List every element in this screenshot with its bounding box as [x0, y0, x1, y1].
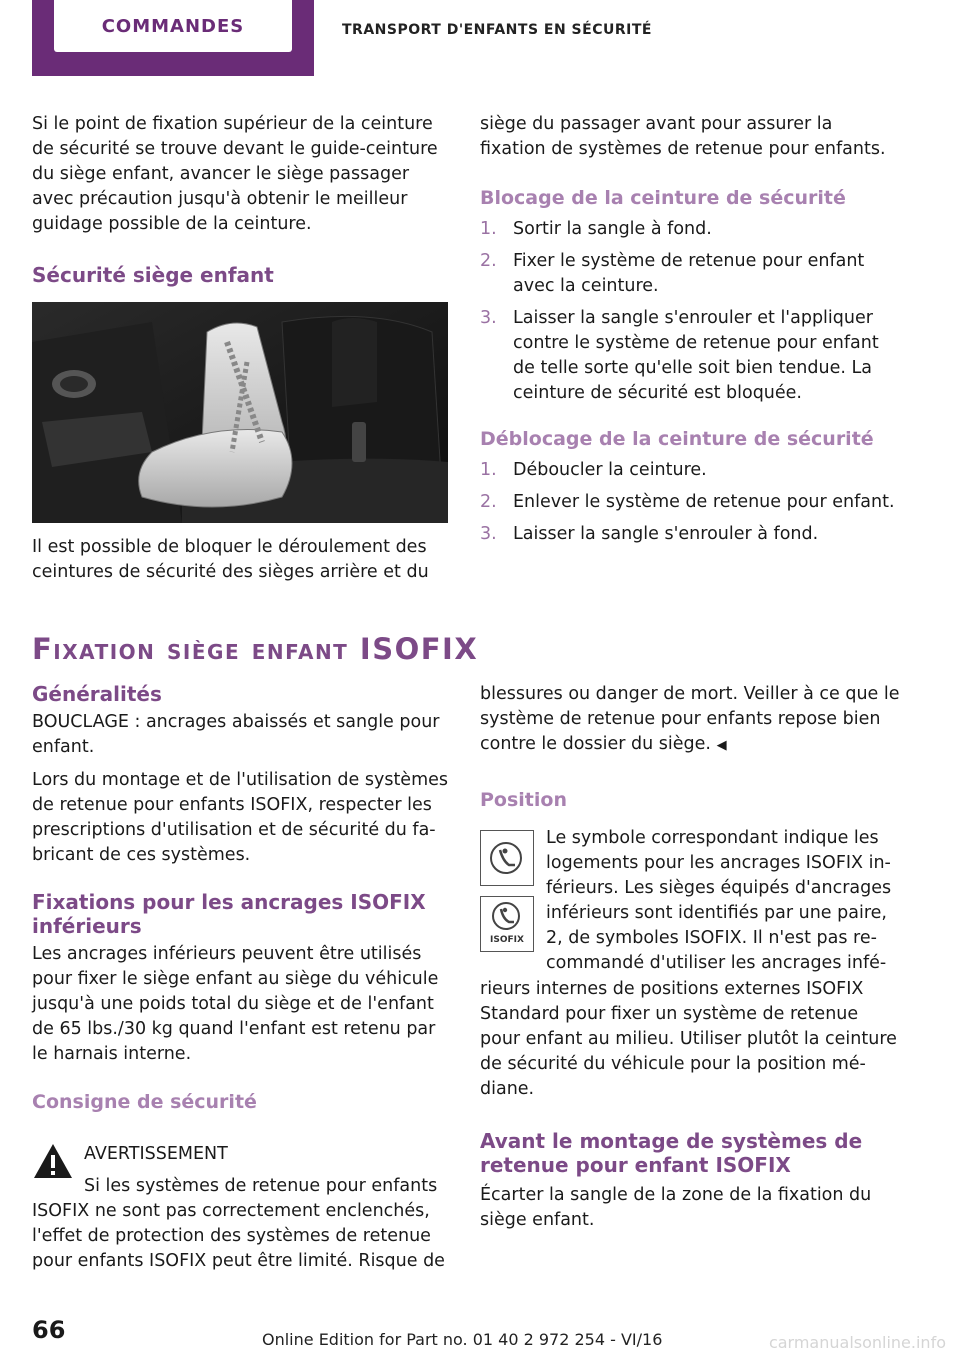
- end-of-warning-marker: ◀: [716, 738, 727, 753]
- child-seat-safety-heading: Sécurité siège enfant: [32, 263, 274, 287]
- belt-lock-intro: Il est possible de bloquer le déroulement des ceintures de sécurité des sièges arrière et du: [32, 537, 429, 582]
- list-item: [480, 458, 900, 483]
- isofix-right-column: [480, 682, 900, 811]
- general-paragraph-1: BOUCLAGE : ancrages abaissés et sangle pour enfant.: [32, 712, 440, 757]
- position-text-full: [480, 977, 900, 1233]
- position-paragraph-2: rieurs internes de positions externes ISOFIX Standard pour fixer un système de retenue pour enfant au milieu. Utiliser plutôt la ceinture de sécurité du véhicule pour la position mé-diane.: [480, 979, 897, 1099]
- active-chapter-label: COMMANDES: [54, 0, 292, 52]
- belt-lock-steps: [480, 217, 900, 406]
- left-photo-text: [32, 535, 450, 585]
- step-number: 1.: [480, 460, 497, 480]
- isofix-section-title: Fixation siège enfant ISOFIX: [32, 632, 479, 666]
- step-number: 3.: [480, 308, 497, 328]
- step-text: Fixer le système de retenue pour enfant avec la ceinture.: [513, 251, 865, 296]
- list-item: [480, 490, 900, 515]
- isofix-left-column: [32, 682, 450, 1113]
- site-watermark[interactable]: carmanualsonline.info: [768, 1333, 946, 1352]
- list-item: [480, 306, 900, 406]
- warning-label: AVERTISSEMENT: [84, 1144, 228, 1164]
- warning-cont-text: blessures ou danger de mort. Veiller à ce que le système de retenue pour enfants repose bien contre le dossier du siège.: [480, 684, 900, 754]
- warning-body: [32, 1199, 450, 1274]
- step-number: 3.: [480, 524, 497, 544]
- isofix-symbol-icon: [480, 896, 534, 952]
- step-text: Laisser la sangle s'enrouler et l'appliquer contre le système de retenue pour enfant de telle sorte qu'elle soit bien tendue. La ceinture de sécurité est bloquée.: [513, 308, 879, 403]
- step-text: Laisser la sangle s'enrouler à fond.: [513, 524, 819, 544]
- general-paragraph-2: Lors du montage et de l'utilisation de systèmes de retenue pour enfants ISOFIX, respecter les prescriptions d'utilisation et de sécurité du fa-bricant de ces systèmes.: [32, 770, 449, 865]
- list-item: [480, 217, 900, 242]
- child-seat-photo: [32, 302, 448, 523]
- belt-lock-intro-cont: siège du passager avant pour assurer la fixation de systèmes de retenue pour enfants.: [480, 114, 886, 159]
- position-paragraph-1: Le symbole correspondant indique les logements pour les ancrages ISOFIX in-férieurs. Les sièges équipés d'ancrages inférieurs sont identifiés par une paire, 2, de symboles ISOFIX. Il n'est pas re-commandé d'utiliser les ancrages infé-: [546, 828, 892, 973]
- position-text-wrapped: [546, 826, 900, 976]
- belt-unlock-heading: Déblocage de la ceinture de sécurité: [480, 428, 874, 450]
- warning-text-first-line: Si les systèmes de retenue pour enfants: [84, 1176, 438, 1196]
- isofix-symbol-label: ISOFIX: [490, 935, 524, 945]
- child-seat-symbol-icon: [480, 830, 534, 886]
- step-number: 2.: [480, 492, 497, 512]
- child-seat-illustration: [32, 302, 448, 523]
- belt-unlock-steps: [480, 458, 900, 547]
- warning-header: [84, 1142, 450, 1199]
- step-number: 2.: [480, 251, 497, 271]
- step-text: Enlever le système de retenue pour enfant.: [513, 492, 895, 512]
- lower-anchors-heading: Fixations pour les ancrages ISOFIX inférieurs: [32, 890, 426, 938]
- belt-lock-heading: Blocage de la ceinture de sécurité: [480, 187, 846, 209]
- before-mounting-paragraph: Écarter la sangle de la zone de la fixation du siège enfant.: [480, 1185, 872, 1230]
- left-top-column: [32, 112, 450, 287]
- page-number: 66: [32, 1316, 66, 1344]
- lower-anchors-paragraph: Les ancrages inférieurs peuvent être utilisés pour fixer le siège enfant au siège du véhicule jusqu'à une poids total du siège et de l'enfant de 65 lbs./30 kg quand l'enfant est retenu par le harnais interne.: [32, 944, 439, 1064]
- edition-info: Online Edition for Part no. 01 40 2 972 254 - VI/16: [262, 1330, 663, 1349]
- child-seat-icon: [481, 831, 532, 884]
- list-item: [480, 522, 900, 547]
- intro-paragraph: Si le point de fixation supérieur de la ceinture de sécurité se trouve devant le guide-ceinture du siège enfant, avancer le siège passager avec précaution jusqu'à obtenir le meilleur guidage possible de la ceinture.: [32, 114, 438, 234]
- step-text: Sortir la sangle à fond.: [513, 219, 712, 239]
- general-heading: Généralités: [32, 682, 162, 706]
- position-heading: Position: [480, 789, 567, 811]
- safety-note-heading: Consigne de sécurité: [32, 1091, 257, 1113]
- active-chapter-tab[interactable]: [32, 0, 314, 76]
- before-mounting-heading: Avant le montage de systèmes de retenue pour enfant ISOFIX: [480, 1129, 863, 1177]
- step-text: Déboucler la ceinture.: [513, 460, 707, 480]
- list-item: [480, 249, 900, 299]
- warning-text: ISOFIX ne sont pas correctement enclenchés, l'effet de protection des systèmes de retenue pour enfants ISOFIX peut être limité. Risque de: [32, 1201, 445, 1271]
- warning-text-continued: [480, 682, 900, 758]
- right-top-column: [480, 112, 900, 554]
- step-number: 1.: [480, 219, 497, 239]
- isofix-seat-icon: [481, 897, 532, 933]
- section-title: TRANSPORT D'ENFANTS EN SÉCURITÉ: [342, 22, 652, 38]
- warning-triangle-icon: [32, 1140, 74, 1182]
